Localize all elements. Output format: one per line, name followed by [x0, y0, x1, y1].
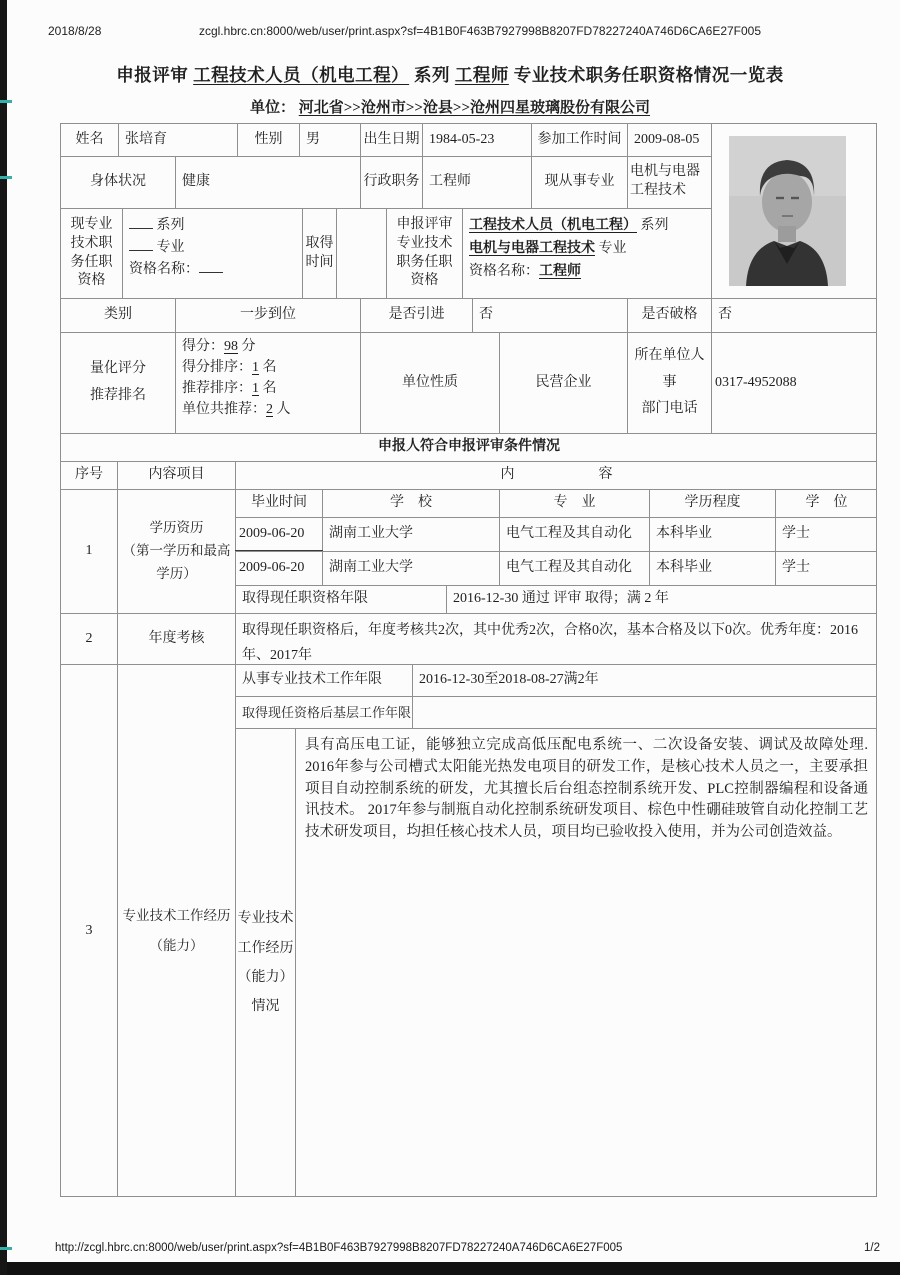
- apply-qual-series: 工程技术人员（机电工程）: [469, 218, 637, 233]
- work-exp-detail-label-cell: 专业技术 工作经历 （能力） 情况: [235, 728, 295, 1197]
- annual-review-item-cell: 年度考核: [117, 613, 235, 664]
- edu-row2-level: 本科毕业: [649, 551, 775, 585]
- import-value-cell: 否: [472, 298, 627, 332]
- edu-row2-major: 电气工程及其自动化: [499, 551, 649, 585]
- scan-edge-bar-left: [0, 0, 7, 1275]
- portrait-photo: [712, 124, 878, 299]
- obtain-time-value-cell: [336, 208, 386, 298]
- name-label-cell: 姓名: [60, 123, 118, 156]
- unit-label: 单位：: [249, 100, 295, 116]
- apply-qual-series-suffix: 系列: [640, 218, 669, 233]
- category-label-cell: 类别: [60, 298, 175, 332]
- scan-edge-bar-bottom: [7, 1262, 900, 1275]
- grassroots-label-cell: 取得现任资格后基层工作年限: [235, 696, 412, 728]
- blank-line: [129, 214, 153, 229]
- print-header-url: zcgl.hbrc.cn:8000/web/user/print.aspx?sf=4B1B0F463B7927998B8207FD78227240A746D6CA6E27F005: [198, 24, 762, 38]
- scan-mark-teal-2: [0, 176, 12, 179]
- current-qual-series-suffix: 系列: [156, 218, 185, 233]
- content-header-cell: 内 容: [235, 461, 877, 489]
- edu-header-level: 学历程度: [649, 489, 775, 517]
- score-label-line2: 推荐排名: [90, 388, 146, 403]
- form-title: [0, 62, 900, 87]
- health-value-cell: 健康: [175, 156, 360, 208]
- apply-qual-name: 工程师: [539, 264, 581, 280]
- category-value-cell: 一步到位: [175, 298, 360, 332]
- unit-type-label-cell: 单位性质: [360, 332, 499, 433]
- score-label-line1: 量化评分: [90, 361, 146, 377]
- profession-value-cell: 电机与电器工程技术: [627, 156, 711, 208]
- apply-qual-label-cell: 申报评审专业技术职务任职资格: [386, 208, 462, 298]
- grassroots-value-cell: [412, 696, 877, 728]
- birth-label-cell: 出生日期: [360, 123, 422, 156]
- admin-post-label-cell: 行政职务: [360, 156, 422, 208]
- hr-phone-value-cell: 0317-4952088: [711, 332, 877, 433]
- tenure-value-cell: 2016-12-30 通过 评审 取得；满 2 年: [446, 585, 877, 613]
- exception-label-cell: 是否破格: [627, 298, 711, 332]
- name-value-cell: 张培育: [118, 123, 237, 156]
- title-rank: 工程师: [454, 65, 509, 85]
- exception-value-cell: 否: [711, 298, 877, 332]
- health-label-cell: 身体状况: [60, 156, 175, 208]
- annual-review-seq-cell: 2: [60, 613, 117, 664]
- gender-value-cell: 男: [299, 123, 360, 156]
- current-qual-value-cell: [122, 208, 302, 298]
- unit-value: 河北省>>沧州市>>沧县>>沧州四星玻璃股份有限公司: [298, 100, 651, 116]
- education-item-cell: 学历资历 （第一学历和最高 学历）: [117, 489, 235, 613]
- apply-qual-value-cell: [462, 208, 711, 298]
- apply-qual-name-label: 资格名称：: [469, 264, 539, 280]
- work-exp-seq-cell: 3: [60, 664, 117, 1197]
- work-start-label-cell: 参加工作时间: [531, 123, 627, 156]
- work-exp-detail-cell: 具有高压电工证，能够独立完成高低压配电系统一、二次设备安装、调试及故障处理. 2016年参与公司槽式太阳能光热发电项目的研发工作，是核心技术人员之一，主要承担项目自动控制系统的研发，尤其擅长后台组态控制系统开发、PLC控制器编程和设备通讯技术。 2017年参与制瓶自动化控制系统研发项目、棕色中性硼硅玻管自动化控制工艺技术研发项目，均担任核心技术人员，项目均已验收投入使用，并为公司创造效益。: [295, 728, 877, 1197]
- current-qual-name-label: 资格名称：: [129, 261, 199, 277]
- item-header-cell: 内容项目: [117, 461, 235, 489]
- blank-line: [199, 258, 223, 273]
- work-start-value-cell: 2009-08-05: [627, 123, 711, 156]
- edu-header-grad-date: 毕业时间: [235, 489, 322, 517]
- import-label-cell: 是否引进: [360, 298, 472, 332]
- title-prefix: 申报评审: [116, 65, 189, 85]
- edu-row2-grad-date: 2009-06-20: [235, 551, 322, 585]
- annual-review-content-cell: 取得现任职资格后，年度考核共2次，其中优秀2次，合格0次，基本合格及以下0次。优秀年度：2016年、2017年: [235, 613, 877, 664]
- apply-qual-major-suffix: 专业: [598, 241, 627, 257]
- work-years-value-cell: 2016-12-30至2018-08-27满2年: [412, 664, 877, 696]
- title-series: 工程技术人员（机电工程）: [193, 65, 410, 85]
- current-qual-label-cell: 现专业技术职务任职资格: [60, 208, 122, 298]
- scan-mark-teal-3: [0, 1247, 12, 1250]
- edu-row1-degree: 学士: [775, 517, 877, 551]
- title-suffix: 专业技术职务任职资格情况一览表: [513, 65, 784, 85]
- print-date: 2018/8/28: [48, 24, 102, 38]
- hr-phone-label-cell: 所在单位人事 部门电话: [627, 332, 711, 433]
- gender-label-cell: 性别: [237, 123, 299, 156]
- edu-header-degree: 学 位: [775, 489, 877, 517]
- edu-row1-level: 本科毕业: [649, 517, 775, 551]
- score-label-cell: [60, 332, 175, 433]
- admin-post-value-cell: 工程师: [422, 156, 531, 208]
- edu-header-school: 学 校: [322, 489, 499, 517]
- work-exp-item-cell: 专业技术工作经历 （能力）: [117, 664, 235, 1197]
- edu-header-major: 专 业: [499, 489, 649, 517]
- edu-row1-grad-date: 2009-06-20: [235, 517, 322, 551]
- score-values-cell: 得分：98 分 得分排序：1 名 推荐排序：1 名 单位共推荐：2 人: [175, 332, 360, 433]
- profession-label-cell: 现从事专业: [531, 156, 627, 208]
- unit-type-value-cell: 民营企业: [499, 332, 627, 433]
- print-footer-url: http://zcgl.hbrc.cn:8000/web/user/print.aspx?sf=4B1B0F463B7927998B8207FD78227240A746D6CA6E27F005: [55, 1242, 623, 1254]
- edu-row1-school: 湖南工业大学: [322, 517, 499, 551]
- blank-line: [129, 236, 153, 251]
- id-photo-cell: [711, 123, 877, 298]
- tenure-label-cell: 取得现任职资格年限: [235, 585, 446, 613]
- current-qual-major-suffix: 专业: [156, 239, 185, 255]
- obtain-time-label-cell: 取得时间: [302, 208, 336, 298]
- work-years-label-cell: 从事专业技术工作年限: [235, 664, 412, 696]
- edu-row2-school: 湖南工业大学: [322, 551, 499, 585]
- edu-row2-degree: 学士: [775, 551, 877, 585]
- education-seq-cell: 1: [60, 489, 117, 613]
- unit-line: [0, 96, 900, 117]
- seq-header-cell: 序号: [60, 461, 117, 489]
- title-series-word: 系列: [414, 65, 450, 85]
- page-number: 1/2: [864, 1242, 880, 1254]
- apply-qual-major: 电机与电器工程技术: [469, 241, 595, 257]
- birth-value-cell: 1984-05-23: [422, 123, 531, 156]
- edu-row1-major: 电气工程及其自动化: [499, 517, 649, 551]
- conditions-banner: 申报人符合申报评审条件情况: [60, 433, 877, 461]
